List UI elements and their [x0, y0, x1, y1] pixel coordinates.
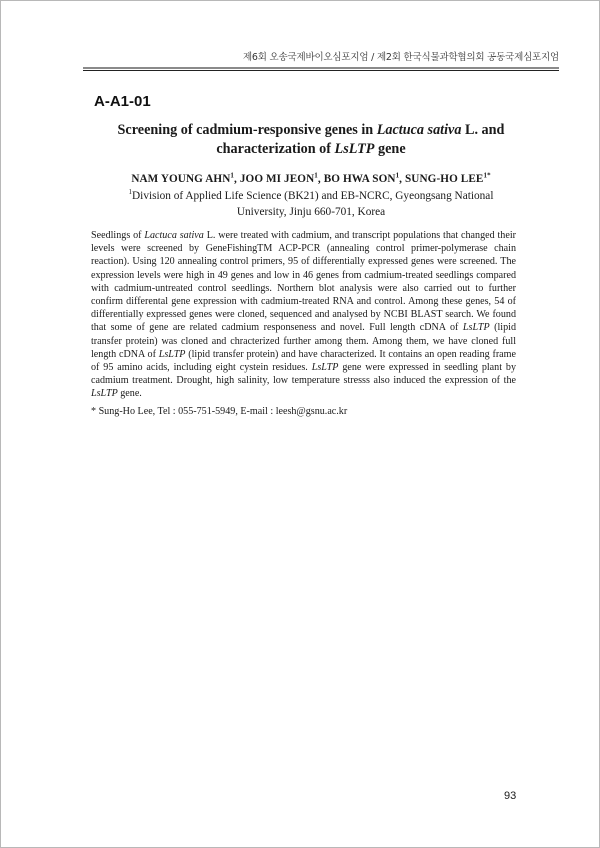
author-affil-mark: 1* — [483, 171, 491, 180]
corresponding-author-contact: * Sung-Ho Lee, Tel : 055-751-5949, E-mail : leesh@gsnu.ac.kr — [91, 406, 348, 417]
abstract-italic-species: Lactuca sativa — [144, 230, 204, 241]
author-name: NAM YOUNG AHN — [131, 173, 231, 185]
header-rule-gray — [83, 67, 559, 69]
running-header: 제6회 오송국제바이오심포지엄 / 제2회 한국식물과학협의회 공동국제심포지엄 — [242, 52, 559, 63]
abstract-text: L. were treated with cadmium, and transcript populations that changed their levels were screened by GeneFishingTM ACP-PCR (annealing control primer-polymerase chain reaction). Using 120 annealing control primers, 95 of differentially expressed genes were screened. The expression levels were high in 49 genes and low in 46 genes from cadmium-treated seedlings compared with cadmium-untreated control seedlings. Northern blot analysis were also carried out to further confirm differental gene expression with cadmium-treated RNA and control. Among these genes, 54 of differentially expressed genes were cloned, sequenced and analysed by NCBI BLAST search. We found that some of gene are related cadmium responseness and novel. Full length cDNA of — [91, 230, 516, 334]
abstract-italic-gene: LsLTP — [462, 322, 490, 334]
title-text-1: Screening of cadmium-responsive genes in — [117, 122, 377, 138]
author-name: SUNG-HO LEE — [404, 173, 484, 185]
affiliation-line-1: Division of Applied Life Science (BK21) and EB-NCRC, Gyeongsang National — [132, 190, 494, 202]
abstract-code: A-A1-01 — [94, 93, 151, 110]
abstract-text: gene were expressed in seedling plant by cadmium treatment. Drought, high salinity, low temperature stresss also induced the expression of the — [91, 362, 516, 387]
author-list: NAM YOUNG AHN$^1$, JOO MI JEON$^1$, BO HWA SON$^1$, SUNG-HO $LEE^{1*}$ — [131, 171, 491, 185]
paper-title — [81, 121, 541, 159]
author-affil-mark: 1 — [230, 171, 235, 180]
affiliation-line-2: University, Jinju 660-701, Korea — [236, 206, 386, 218]
title-text-2: L. and — [461, 122, 505, 138]
affiliation — [101, 188, 521, 220]
abstract-text: (lipid transfer protein) was cloned and chracterized further among them. Among them, we have cloned full length cDNA of — [91, 322, 516, 360]
abstract-paragraph — [91, 229, 516, 401]
affiliation-mark: 1 — [128, 188, 133, 197]
abstract-text: Seedlings of — [91, 230, 145, 241]
abstract-italic-gene: LsLTP — [91, 388, 118, 400]
page-number: 93 — [504, 790, 517, 802]
abstract-text: (lipid transfer protein) and have characterized. It contains an open reading frame of 95 amino acids, including eight cystein residues. — [91, 348, 516, 374]
abstract-italic-gene: LsLTP — [158, 348, 186, 360]
author-affil-mark: 1 — [395, 171, 400, 180]
author-name: BO HWA SON — [323, 173, 396, 185]
author-name: JOO MI JEON — [239, 173, 315, 185]
author-affil-mark: 1 — [314, 171, 318, 180]
abstract-italic-gene: LsLTP — [311, 362, 339, 374]
abstract-text: gene. — [117, 388, 142, 400]
title-gene: LsLTP — [334, 141, 375, 157]
title-text-4: gene — [374, 141, 406, 157]
title-species: Lactuca sativa — [376, 122, 462, 138]
title-text-3: characterization of — [216, 141, 335, 157]
header-rule-black — [83, 70, 559, 71]
abstract-body — [91, 229, 516, 401]
